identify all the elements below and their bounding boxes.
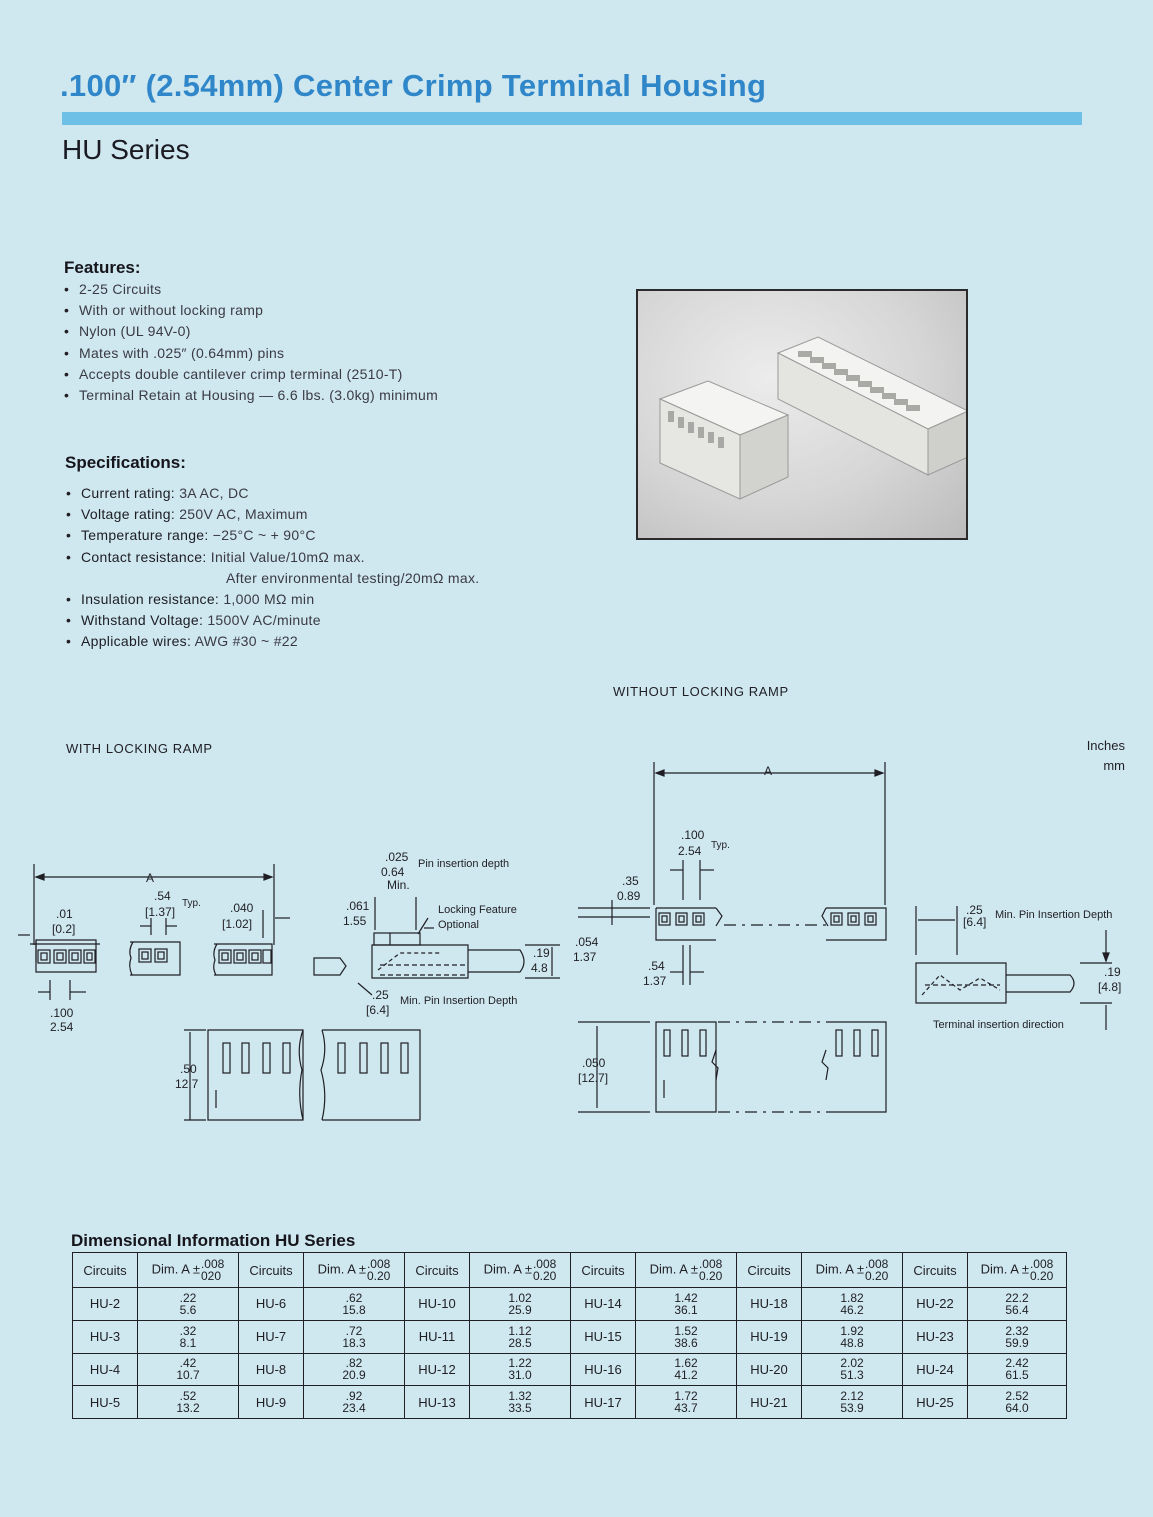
dim-089: 0.89 xyxy=(617,889,641,903)
dim-a-mm: 23.4 xyxy=(342,1401,366,1416)
dim-r-54: .54 xyxy=(648,959,665,973)
dim-a-inch: 2.32 xyxy=(1005,1323,1029,1338)
spec-item xyxy=(66,610,479,631)
dim-a-cell xyxy=(138,1386,239,1419)
dim-t-19: .19 xyxy=(1104,965,1121,979)
tolerance: .008 020 xyxy=(200,1257,225,1283)
dim-a-inch: .32 xyxy=(179,1323,197,1338)
spec-value: After environmental testing/20mΩ max. xyxy=(226,569,480,586)
circuit-cell: HU-9 xyxy=(239,1386,304,1419)
circuit-cell: HU-17 xyxy=(571,1386,636,1419)
table-row xyxy=(73,1353,1067,1386)
col-dim-label: Dim. A ± xyxy=(317,1261,366,1277)
dim-a-cell xyxy=(304,1353,405,1386)
dim-a-mm: 5.6 xyxy=(179,1302,197,1317)
dim-a-cell xyxy=(802,1353,903,1386)
spec-value: AWG #30 ~ #22 xyxy=(194,633,298,650)
dim-127: 12.7 xyxy=(175,1077,199,1091)
spec-item xyxy=(66,631,479,652)
dim-a-mm: 18.3 xyxy=(342,1335,366,1350)
dim-a-cell xyxy=(802,1320,903,1353)
circuit-cell: HU-2 xyxy=(73,1288,138,1321)
dim-a-cell xyxy=(304,1320,405,1353)
table-row xyxy=(73,1288,1067,1321)
dim-a-cell xyxy=(470,1320,571,1353)
spec-value: 1500V AC/minute xyxy=(207,612,321,629)
spec-value: −25°C ~ + 90°C xyxy=(212,527,316,544)
dim-19: .19 xyxy=(533,946,550,960)
with-locking-ramp-label: WITH LOCKING RAMP xyxy=(66,741,213,756)
dim-r-137: 1.37 xyxy=(573,950,597,964)
min-label: Min. xyxy=(387,878,410,892)
dim-t-25: .25 xyxy=(966,903,983,917)
spec-value: 3A AC, DC xyxy=(179,485,249,501)
dim-48: 4.8 xyxy=(531,961,548,975)
dim-102: [1.02] xyxy=(222,917,253,931)
dim-a-cell xyxy=(470,1353,571,1386)
specifications-heading: Specifications: xyxy=(65,453,186,472)
col-circuits: Circuits xyxy=(239,1253,304,1288)
pin-insertion-depth-label: Pin insertion depth xyxy=(418,858,510,870)
dim-a-inch: .92 xyxy=(345,1389,363,1404)
feature-item: • 2-25 Circuits xyxy=(64,279,438,300)
circuit-cell: HU-10 xyxy=(405,1288,470,1321)
dim-a-mm: 36.1 xyxy=(674,1302,698,1317)
dim-137: [1.37] xyxy=(145,905,176,919)
dim-a-inch: 1.52 xyxy=(674,1323,698,1338)
dim-a-cell xyxy=(138,1320,239,1353)
dimensional-info-table xyxy=(72,1252,1067,1419)
spec-label: Applicable wires: xyxy=(81,633,192,650)
circuit-cell: HU-7 xyxy=(239,1320,304,1353)
dim-a-inch: .62 xyxy=(345,1290,363,1305)
dim-a-cell xyxy=(138,1353,239,1386)
col-circuits: Circuits xyxy=(73,1253,138,1288)
dim-r-127: [12.7] xyxy=(578,1071,609,1085)
col-dim-a xyxy=(636,1253,737,1288)
dim-a-cell xyxy=(968,1320,1067,1353)
series-subtitle: HU Series xyxy=(62,134,190,165)
connector-housing-illustration xyxy=(638,291,966,538)
circuit-cell: HU-12 xyxy=(405,1353,470,1386)
spec-value: 250V AC, Maximum xyxy=(179,506,308,523)
dim-a-cell xyxy=(802,1288,903,1321)
dim-a-cell xyxy=(304,1288,405,1321)
title-underline-bar xyxy=(62,112,1082,125)
dim-54: .54 xyxy=(154,889,171,903)
col-circuits: Circuits xyxy=(571,1253,636,1288)
dim-a-inch: 2.12 xyxy=(840,1389,864,1404)
feature-item: • Nylon (UL 94V-0) xyxy=(64,321,438,342)
dim-a-cell xyxy=(968,1386,1067,1419)
circuit-cell: HU-22 xyxy=(903,1288,968,1321)
circuit-cell: HU-11 xyxy=(405,1320,470,1353)
dim-a-cell xyxy=(636,1386,737,1419)
dim-a-mm: 8.1 xyxy=(179,1335,197,1350)
col-circuits: Circuits xyxy=(405,1253,470,1288)
circuit-cell: HU-21 xyxy=(737,1386,802,1419)
tolerance: .008 0.20 xyxy=(366,1257,391,1283)
dim-r-137b: 1.37 xyxy=(643,974,667,988)
dim-a-mm: 38.6 xyxy=(674,1335,698,1350)
circuit-cell: HU-20 xyxy=(737,1353,802,1386)
dim-a-mm: 13.2 xyxy=(176,1401,200,1416)
dim-a-cell xyxy=(802,1386,903,1419)
dim-a-label-left: A xyxy=(146,871,155,885)
dim-a-inch: 1.02 xyxy=(508,1290,532,1305)
circuit-cell: HU-19 xyxy=(737,1320,802,1353)
col-dim-label: Dim. A ± xyxy=(151,1261,200,1277)
circuit-cell: HU-16 xyxy=(571,1353,636,1386)
dim-a-mm: 51.3 xyxy=(840,1368,864,1383)
page-title: .100″ (2.54mm) Center Crimp Terminal Housing xyxy=(60,68,767,103)
circuit-cell: HU-18 xyxy=(737,1288,802,1321)
dim-a-mm: 25.9 xyxy=(508,1302,532,1317)
dim-a-mm: 15.8 xyxy=(342,1302,366,1317)
dim-a-label-right: A xyxy=(764,764,773,778)
dim-50: .50 xyxy=(180,1062,197,1076)
circuit-cell: HU-25 xyxy=(903,1386,968,1419)
col-dim-a xyxy=(138,1253,239,1288)
dim-a-mm: 31.0 xyxy=(508,1368,532,1383)
dim-061: .061 xyxy=(346,899,370,913)
col-dim-a xyxy=(304,1253,405,1288)
feature-item: • With or without locking ramp xyxy=(64,300,438,321)
typ-label-right: Typ. xyxy=(711,840,730,851)
dim-a-inch: 1.22 xyxy=(508,1356,532,1371)
col-dim-a xyxy=(470,1253,571,1288)
dim-a-inch: 2.42 xyxy=(1005,1356,1029,1371)
col-dim-label: Dim. A ± xyxy=(649,1261,698,1277)
dim-a-mm: 64.0 xyxy=(1005,1401,1029,1416)
dim-a-cell xyxy=(968,1288,1067,1321)
terminal-min-pin-depth-label: Min. Pin Insertion Depth xyxy=(995,909,1113,921)
tolerance: .008 0.20 xyxy=(698,1257,723,1283)
features-heading: Features: xyxy=(64,258,141,277)
dim-64: [6.4] xyxy=(366,1003,390,1017)
dim-01: .01 xyxy=(56,907,73,921)
spec-item xyxy=(66,547,479,568)
circuit-cell: HU-13 xyxy=(405,1386,470,1419)
col-circuits: Circuits xyxy=(903,1253,968,1288)
table-row xyxy=(73,1320,1067,1353)
without-locking-ramp-label: WITHOUT LOCKING RAMP xyxy=(613,684,789,699)
min-pin-insertion-depth-label: Min. Pin Insertion Depth xyxy=(400,995,518,1007)
circuit-cell: HU-14 xyxy=(571,1288,636,1321)
dim-a-cell xyxy=(636,1288,737,1321)
spec-value: Initial Value/10mΩ max. xyxy=(210,548,365,565)
dim-a-inch: .22 xyxy=(179,1290,197,1305)
col-dim-label: Dim. A ± xyxy=(815,1261,864,1277)
dim-a-mm: 10.7 xyxy=(176,1368,200,1383)
dim-35: .35 xyxy=(622,874,639,888)
circuit-cell: HU-8 xyxy=(239,1353,304,1386)
spec-item-continued xyxy=(66,568,479,589)
table-row xyxy=(73,1386,1067,1419)
product-photo xyxy=(636,289,968,540)
dim-a-inch: .82 xyxy=(345,1356,363,1371)
feature-item: • Accepts double cantilever crimp terminal (2510-T) xyxy=(64,364,438,385)
dim-a-mm: 43.7 xyxy=(674,1401,698,1416)
col-circuits: Circuits xyxy=(737,1253,802,1288)
dim-a-cell xyxy=(636,1320,737,1353)
spec-value: 1,000 MΩ min xyxy=(223,590,315,607)
dim-025: .025 xyxy=(385,850,409,864)
units-mm: mm xyxy=(1103,758,1125,773)
dim-155: 1.55 xyxy=(343,914,367,928)
dim-a-mm: 20.9 xyxy=(342,1368,366,1383)
dim-a-cell xyxy=(470,1386,571,1419)
dim-a-inch: 2.52 xyxy=(1005,1389,1029,1404)
dim-a-inch: 1.32 xyxy=(508,1389,532,1404)
col-dim-a xyxy=(968,1253,1067,1288)
spec-item xyxy=(66,589,479,610)
dim-254: 2.54 xyxy=(50,1020,74,1034)
spec-label: Contact resistance: xyxy=(81,548,207,565)
spec-label: Insulation resistance: xyxy=(81,590,220,607)
features-list xyxy=(64,279,438,406)
dim-a-inch: .42 xyxy=(179,1356,197,1371)
dim-a-inch: .52 xyxy=(179,1389,197,1404)
dim-054: .054 xyxy=(575,935,599,949)
dim-a-inch: 1.62 xyxy=(674,1356,698,1371)
dim-a-mm: 28.5 xyxy=(508,1335,532,1350)
technical-drawings xyxy=(0,755,1153,1125)
col-dim-label: Dim. A ± xyxy=(980,1261,1029,1277)
spec-item xyxy=(66,504,479,525)
circuit-cell: HU-3 xyxy=(73,1320,138,1353)
col-dim-label: Dim. A ± xyxy=(483,1261,532,1277)
feature-item: • Mates with .025″ (0.64mm) pins xyxy=(64,343,438,364)
dim-a-mm: 41.2 xyxy=(674,1368,698,1383)
circuit-cell: HU-23 xyxy=(903,1320,968,1353)
tolerance: .008 0.20 xyxy=(532,1257,557,1283)
col-dim-a xyxy=(802,1253,903,1288)
tolerance: .008 0.20 xyxy=(1029,1257,1054,1283)
dim-064: 0.64 xyxy=(381,865,405,879)
dim-t-48: [4.8] xyxy=(1098,980,1122,994)
locking-feature-label: Locking Feature xyxy=(438,904,517,916)
dim-a-mm: 59.9 xyxy=(1005,1335,1029,1350)
dim-02: [0.2] xyxy=(52,922,76,936)
spec-label: Current rating: xyxy=(81,485,175,501)
dim-a-inch: 22.2 xyxy=(1005,1290,1029,1305)
dim-a-cell xyxy=(636,1353,737,1386)
dim-a-mm: 56.4 xyxy=(1005,1302,1029,1317)
table-header-row xyxy=(73,1253,1067,1288)
dim-100: .100 xyxy=(50,1006,74,1020)
dim-050: .050 xyxy=(582,1056,606,1070)
circuit-cell: HU-4 xyxy=(73,1353,138,1386)
dim-a-inch: .72 xyxy=(345,1323,363,1338)
table-body xyxy=(73,1288,1067,1419)
dim-a-mm: 48.8 xyxy=(840,1335,864,1350)
dim-a-inch: 2.02 xyxy=(840,1356,864,1371)
dim-a-cell xyxy=(138,1288,239,1321)
dim-r-100: .100 xyxy=(681,828,705,842)
dim-a-mm: 46.2 xyxy=(840,1302,864,1317)
dim-a-cell xyxy=(968,1353,1067,1386)
circuit-cell: HU-6 xyxy=(239,1288,304,1321)
optional-label: Optional xyxy=(438,919,479,931)
spec-label: Withstand Voltage: xyxy=(81,612,204,629)
dimensional-table-title: Dimensional Information HU Series xyxy=(71,1231,356,1250)
circuit-cell: HU-24 xyxy=(903,1353,968,1386)
dim-a-inch: 1.82 xyxy=(840,1290,864,1305)
spec-item xyxy=(66,525,479,546)
dim-a-inch: 1.72 xyxy=(674,1389,698,1404)
tolerance: .008 0.20 xyxy=(864,1257,889,1283)
terminal-insertion-direction-label: Terminal insertion direction xyxy=(933,1019,1064,1031)
dim-r-254: 2.54 xyxy=(678,844,702,858)
dim-a-cell xyxy=(304,1386,405,1419)
feature-item: • Terminal Retain at Housing — 6.6 lbs. (3.0kg) minimum xyxy=(64,385,438,406)
spec-label: Temperature range: xyxy=(81,527,209,544)
spec-label: Voltage rating: xyxy=(81,506,176,523)
circuit-cell: HU-5 xyxy=(73,1386,138,1419)
dim-25: .25 xyxy=(372,988,389,1002)
dim-t-64: [6.4] xyxy=(963,915,987,929)
dim-a-mm: 33.5 xyxy=(508,1401,532,1416)
spec-item xyxy=(66,483,479,504)
dim-a-inch: 1.42 xyxy=(674,1290,698,1305)
dim-a-inch: 1.92 xyxy=(840,1323,864,1338)
dim-a-cell xyxy=(470,1288,571,1321)
dim-a-mm: 53.9 xyxy=(840,1401,864,1416)
dim-a-inch: 1.12 xyxy=(508,1323,532,1338)
units-inches: Inches xyxy=(1086,738,1125,753)
dim-a-mm: 61.5 xyxy=(1005,1368,1029,1383)
dim-040: .040 xyxy=(230,901,254,915)
typ-label: Typ. xyxy=(182,898,201,909)
circuit-cell: HU-15 xyxy=(571,1320,636,1353)
specifications-list xyxy=(66,483,479,653)
